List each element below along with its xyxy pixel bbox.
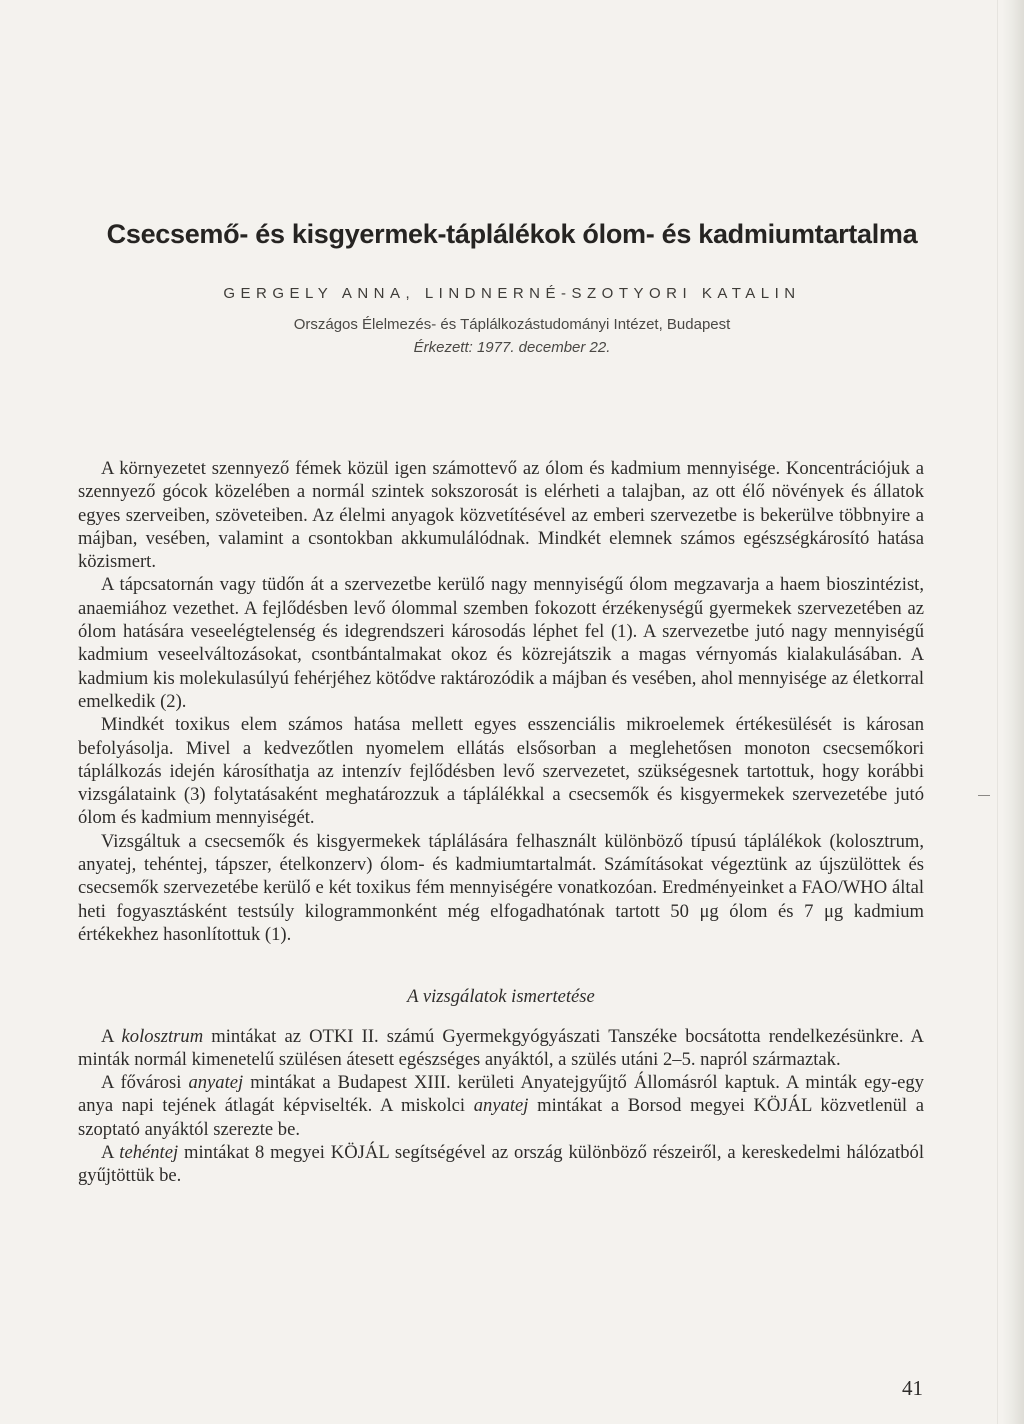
article-body xyxy=(78,457,924,1188)
intro-paragraph-2: A tápcsatornán vagy tüdőn át a szervezetbe kerülő nagy mennyiségű ólom megzavarja a haem bioszintézist, anaemiához vezethet. A fejlődésben levő ólommal szemben fokozott érzékenységű gyermekek szervezetében az ólom hatására veseelégtelenség és idegrendszeri károsodás léphet fel (1). A szervezetbe jutó nagy mennyiségű kadmium veseelváltozásokat, csontbántalmakat okoz és közrejátszik a magas vérnyomás kialakulásában. A kadmium kis molekulasúlyú fehérjéhez kötődve raktározódik a májban és vesében, ahol mennyisége az életkorral emelkedik (2). xyxy=(78,574,924,712)
intro-paragraph-1: A környezetet szennyező fémek közül igen számottevő az ólom és kadmium mennyisége. Koncentrációjuk a szennyező gócok közelében a normál szintek sokszorosát is elérheti a talajban, az ott élő növények és állatok egyes szerveiben, szöveteiben. Az élelmi anyagok közvetítésével az emberi szervezetbe is bekerülve többnyire a májban, vesében, valamint a csontokban akkumulálódnak. Mindkét elemnek számos egészségkárosító hatása közismert. xyxy=(78,458,924,573)
section-heading: A vizsgálatok ismertetése xyxy=(407,986,595,1008)
methods-p1-text-b: mintákat az OTKI II. számú Gyermekgyógyászati Tanszéke bocsátotta rendelkezésünkre. A minták normál kimenetelű szülésen átesett egészséges anyáktól, a szülés utáni 2–5. napról származtak. xyxy=(78,1025,924,1070)
article-authors: GERGELY ANNA, LINDNERNÉ-SZOTYORI KATALIN xyxy=(223,285,801,302)
methods-paragraph-1 xyxy=(78,1025,924,1072)
methods-p3-term: tehéntej xyxy=(119,1142,179,1164)
page-edge-shadow xyxy=(1002,0,1024,1424)
received-date: Érkezett: 1977. december 22. xyxy=(413,339,611,356)
methods-paragraph-3 xyxy=(78,1141,924,1188)
methods-p1-text-a: A xyxy=(101,1025,122,1047)
methods-p2-text-a: A fővárosi xyxy=(101,1072,189,1094)
methods-p3-text-a: A xyxy=(101,1142,120,1164)
methods-p2-text-c: mintákat a Borsod megyei KÖJÁL közvetlenül a szoptató anyáktól szerezte be. xyxy=(78,1095,925,1140)
margin-mark xyxy=(978,795,990,796)
page-number: 41 xyxy=(902,1376,923,1400)
methods-p2-term-1: anyatej xyxy=(188,1072,244,1094)
page-edge-line xyxy=(997,0,998,1424)
intro-paragraph-4: Vizsgáltuk a csecsemők és kisgyermekek táplálására felhasznált különböző típusú táplálékok (kolosztrum, anyatej, tehéntej, tápszer, ételkonzerv) ólom- és kadmiumtartalmát. Számításokat végeztünk az újszülöttek és csecsemők szervezetébe kerülő e két toxikus fém mennyiségére vonatkozóan. Eredményeinket a FAO/WHO által heti fogyasztásként testsúly kilogrammonként még elfogadhatónak tartott 50 μg ólom és 7 μg kadmium értékekhez hasonlítottuk (1). xyxy=(78,830,924,945)
methods-p1-term: kolosztrum xyxy=(121,1025,204,1047)
methods-p2-text-b: mintákat a Budapest XIII. kerületi Anyatejgyűjtő Állomásról kaptuk. A minták egy-egy anya napi tejének átlagát képviselték. A miskolci xyxy=(78,1072,924,1117)
intro-paragraph-3: Mindkét toxikus elem számos hatása mellett egyes esszenciális mikroelemek értékesülését is károsan befolyásolja. Mivel a kedvezőtlen nyomelem ellátás elsősorban a meglehetősen monoton csecsemőkori táplálkozás idején károsíthatja az intenzív fejlődésben levő szervezetet, szükségesnek tartottuk, hogy korábbi vizsgálataink (3) folytatásaként meghatározzuk a táplálékkal a csecsemők és kisgyermekek szervezetébe jutó ólom és kadmium mennyiségét. xyxy=(78,714,924,829)
methods-p3-text-b: mintákat 8 megyei KÖJÁL segítségével az ország különböző részeiről, a kereskedelmi hálózatból gyűjtöttük be. xyxy=(78,1142,924,1187)
methods-paragraph-2 xyxy=(78,1071,924,1141)
article-title: Csecsemő- és kisgyermek-táplálékok ólom- és kadmiumtartalma xyxy=(106,219,918,249)
author-institute: Országos Élelmezés- és Táplálkozástudományi Intézet, Budapest xyxy=(293,316,731,333)
methods-p2-term-2: anyatej xyxy=(473,1095,529,1117)
